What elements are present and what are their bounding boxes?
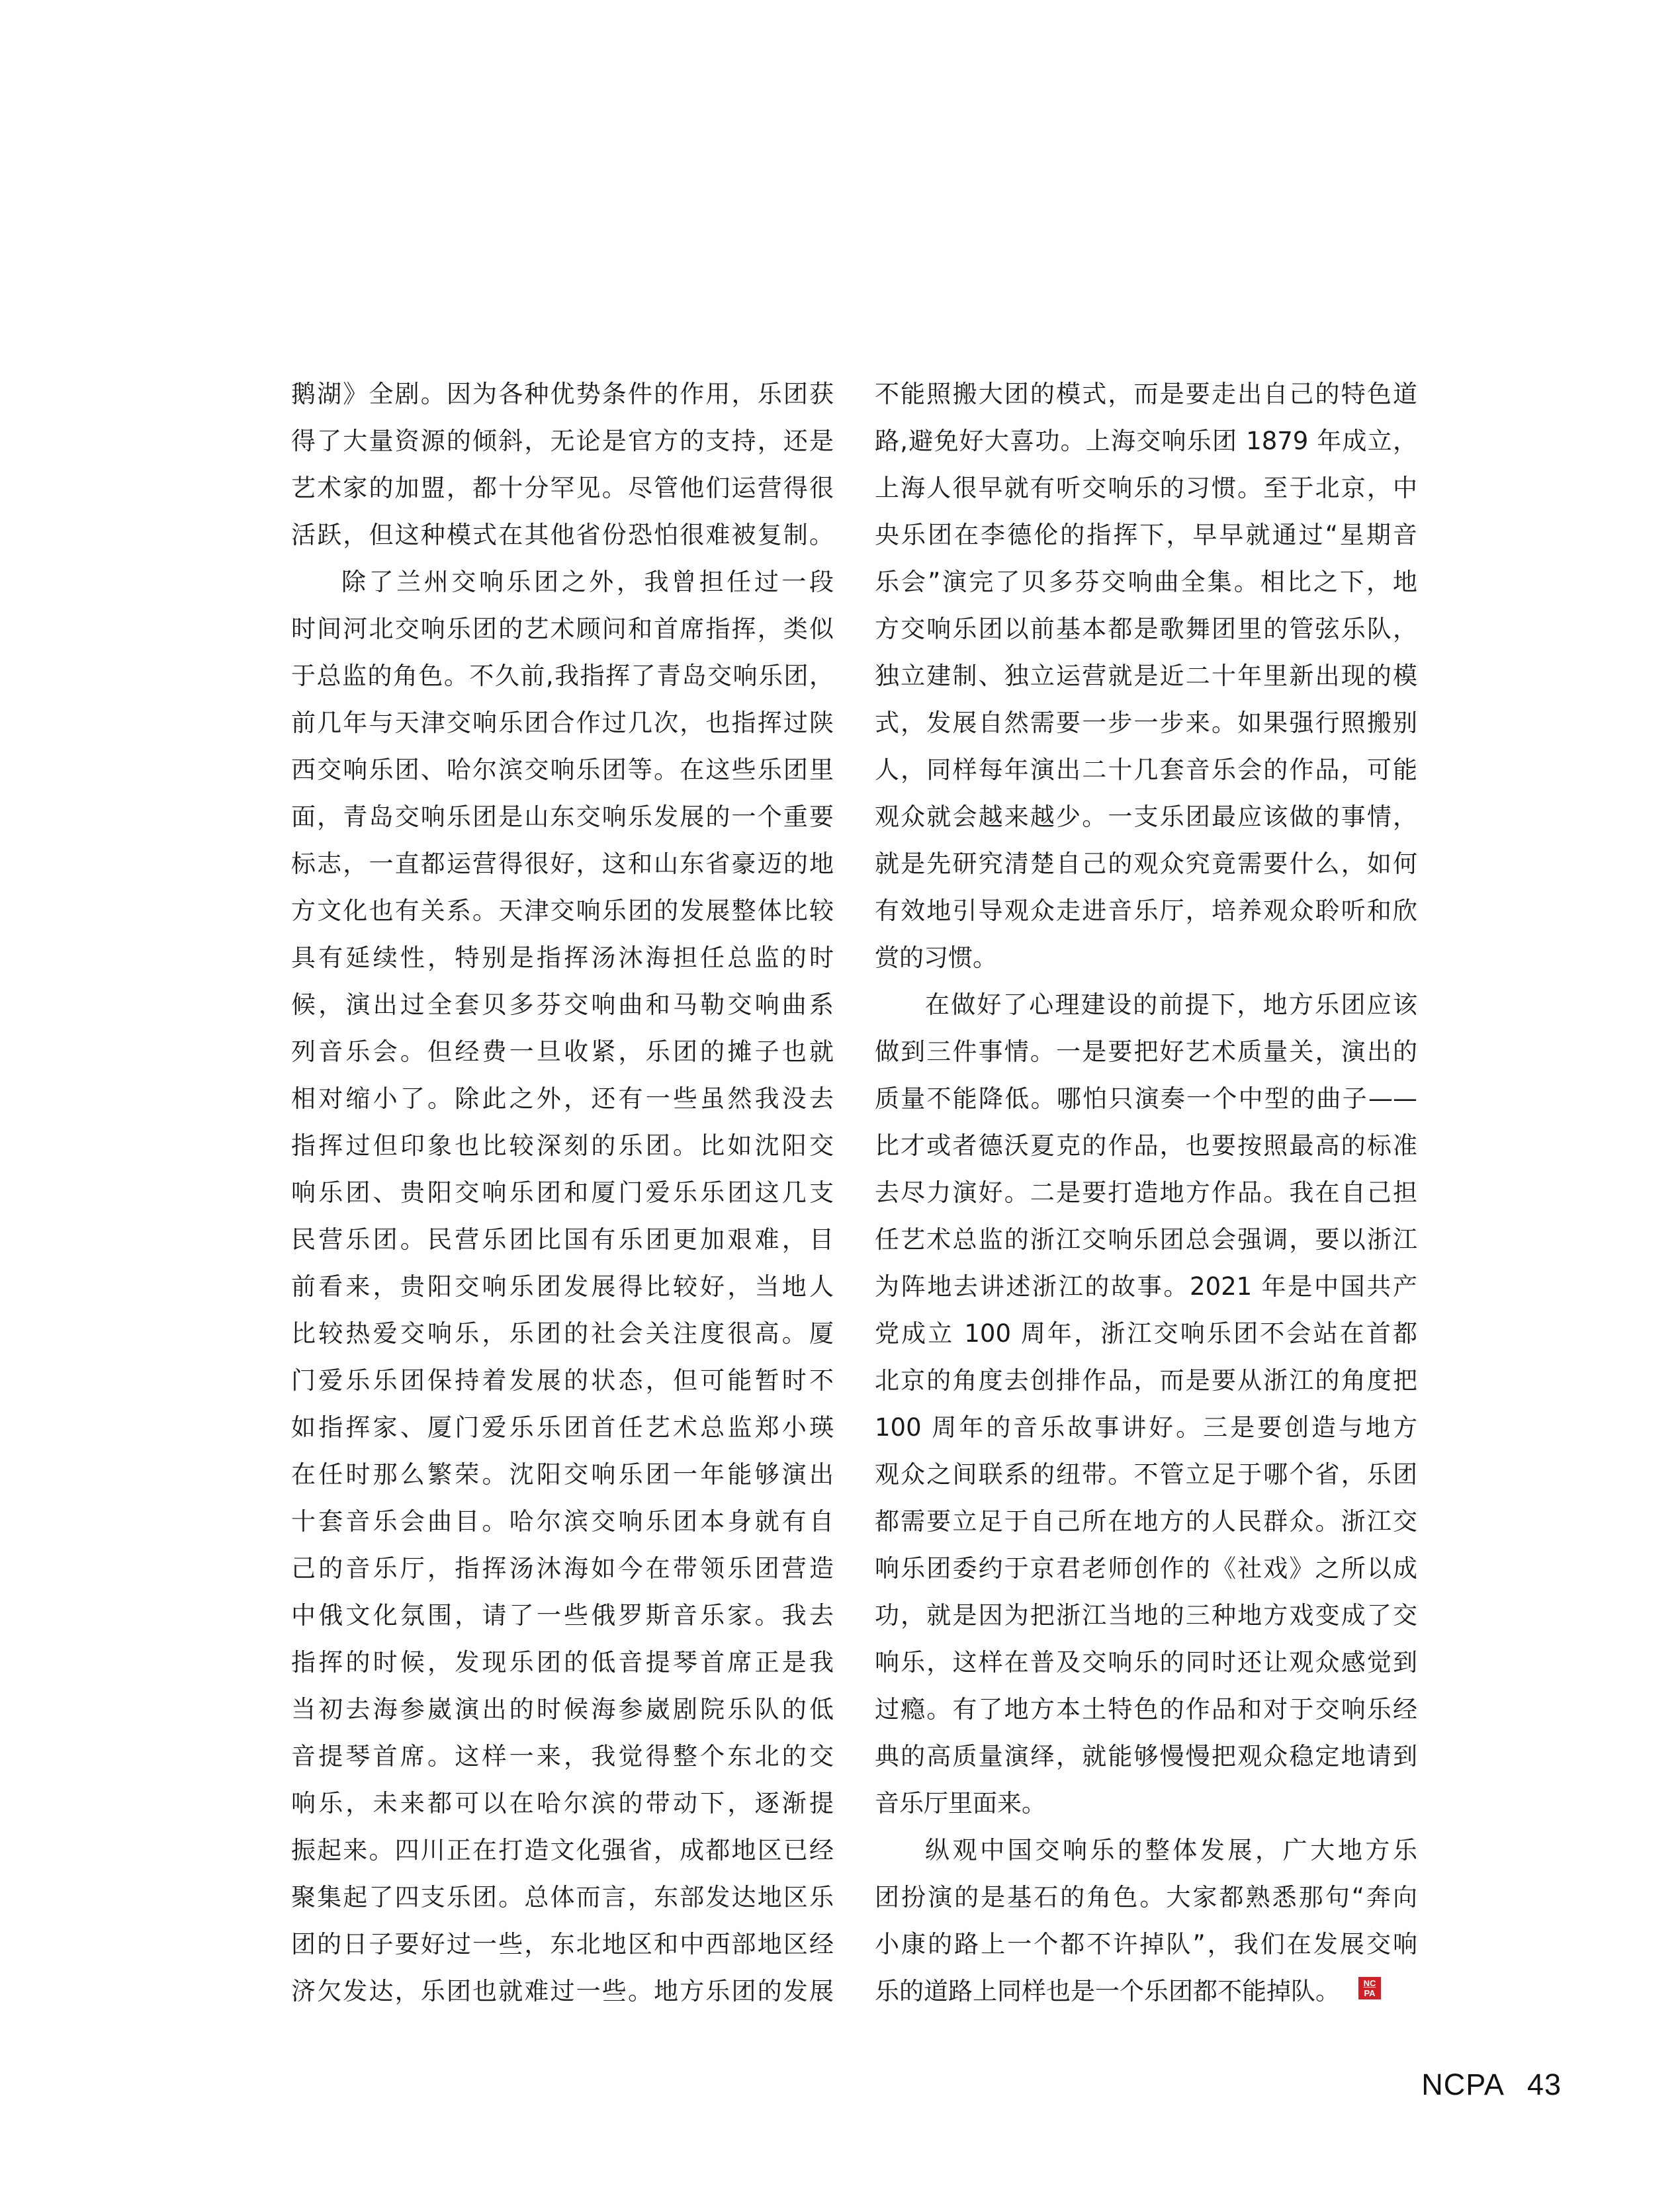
text-line: 于总监的角色。不久前,我指挥了青岛交响乐团， [291,662,834,690]
text-line: 标志，一直都运营得很好，这和山东省豪迈的地 [291,850,834,878]
text-line: 西交响乐团、哈尔滨交响乐团等。在这些乐团里 [291,756,834,784]
ncpa-seal-line2: PA [1364,1988,1376,1998]
text-line: 十套音乐会曲目。哈尔滨交响乐团本身就有自 [291,1507,834,1536]
text-line: 比较热爱交响乐，乐团的社会关注度很高。厦 [291,1319,834,1348]
text-line: 指挥的时候，发现乐团的低音提琴首席正是我 [291,1648,834,1677]
text-line: 民营乐团。民营乐团比国有乐团更加艰难，目 [291,1225,834,1254]
text-line: 过瘾。有了地方本土特色的作品和对于交响乐经 [875,1695,1417,1724]
text-line: 为阵地去讲述浙江的故事。2021 年是中国共产 [875,1272,1417,1301]
text-line: 有效地引导观众走进音乐厅，培养观众聆听和欣 [875,897,1417,925]
text-line: 艺术家的加盟，都十分罕见。尽管他们运营得很 [291,474,834,502]
text-line: 赏的习惯。 [875,943,997,972]
text-line: 当初去海参崴演出的时候海参崴剧院乐队的低 [291,1695,834,1724]
text-column-right [875,371,1417,2015]
text-line: 面，青岛交响乐团是山东交响乐发展的一个重要 [291,803,834,831]
text-line: 北京的角度去创排作品，而是要从浙江的角度把 [875,1366,1417,1395]
text-line: 纵观中国交响乐的整体发展，广大地方乐 [925,1836,1417,1864]
text-line: 就是先研究清楚自己的观众究竟需要什么，如何 [875,850,1417,878]
text-line: 100 周年的音乐故事讲好。三是要创造与地方 [875,1413,1417,1442]
text-line: 功，就是因为把浙江当地的三种地方戏变成了交 [875,1601,1417,1630]
text-line: 门爱乐乐团保持着发展的状态，但可能暂时不 [291,1366,834,1395]
text-line: 除了兰州交响乐团之外，我曾担任过一段 [341,568,834,596]
text-line: 央乐团在李德伦的指挥下，早早就通过“星期音 [875,521,1417,549]
text-line: 振起来。四川正在打造文化强省，成都地区已经 [291,1836,834,1864]
text-line: 响乐团、贵阳交响乐团和厦门爱乐乐团这几支 [291,1178,834,1207]
text-line: 中俄文化氛围，请了一些俄罗斯音乐家。我去 [291,1601,834,1630]
text-line: 方文化也有关系。天津交响乐团的发展整体比较 [291,897,834,925]
text-line: 上海人很早就有听交响乐的习惯。至于北京，中 [875,474,1417,502]
text-line: 具有延续性，特别是指挥汤沐海担任总监的时 [291,943,834,972]
text-line: 乐的道路上同样也是一个乐团都不能掉队。 [875,1977,1340,2005]
text-line: 独立建制、独立运营就是近二十年里新出现的模 [875,662,1417,690]
text-line: 党成立 100 周年，浙江交响乐团不会站在首都 [875,1319,1417,1348]
text-line: 候，演出过全套贝多芬交响曲和马勒交响曲系 [291,990,834,1019]
text-line: 前看来，贵阳交响乐团发展得比较好，当地人 [291,1272,834,1301]
text-line: 比才或者德沃夏克的作品，也要按照最高的标准 [875,1131,1417,1160]
text-line: 方交响乐团以前基本都是歌舞团里的管弦乐队， [875,615,1417,643]
ncpa-end-seal-icon [1358,1977,1381,1999]
text-line: 典的高质量演绎，就能够慢慢把观众稳定地请到 [875,1742,1417,1771]
text-line: 响乐，这样在普及交响乐的同时还让观众感觉到 [875,1648,1417,1677]
text-line: 响乐团委约于京君老师创作的《社戏》之所以成 [875,1554,1417,1583]
text-line: 活跃，但这种模式在其他省份恐怕很难被复制。 [291,521,834,549]
page-footer [1421,2068,1562,2101]
text-line: 指挥过但印象也比较深刻的乐团。比如沈阳交 [291,1131,834,1160]
text-line: 小康的路上一个都不许掉队”，我们在发展交响 [875,1930,1417,1958]
text-line: 任艺术总监的浙江交响乐团总会强调，要以浙江 [875,1225,1417,1254]
footer-brand: NCPA [1421,2068,1505,2101]
text-line: 式，发展自然需要一步一步来。如果强行照搬别 [875,709,1417,737]
text-line: 团扮演的是基石的角色。大家都熟悉那句“奔向 [875,1883,1417,1911]
text-line: 音提琴首席。这样一来，我觉得整个东北的交 [291,1742,834,1771]
text-line: 时间河北交响乐团的艺术顾问和首席指挥，类似 [291,615,834,643]
text-line: 路,避免好大喜功。上海交响乐团 1879 年成立， [875,427,1417,455]
text-line: 去尽力演好。二是要打造地方作品。我在自己担 [875,1178,1417,1207]
text-line: 响乐，未来都可以在哈尔滨的带动下，逐渐提 [291,1789,834,1817]
text-line: 在任时那么繁荣。沈阳交响乐团一年能够演出 [291,1460,834,1489]
text-line: 音乐厅里面来。 [875,1789,1046,1817]
text-line: 济欠发达，乐团也就难过一些。地方乐团的发展 [291,1977,834,2005]
text-line: 乐会”演完了贝多芬交响曲全集。相比之下，地 [875,568,1417,596]
footer-page-number: 43 [1526,2068,1562,2101]
text-line: 人，同样每年演出二十几套音乐会的作品，可能 [875,756,1417,784]
text-line: 得了大量资源的倾斜，无论是官方的支持，还是 [291,427,834,455]
text-line: 都需要立足于自己所在地方的人民群众。浙江交 [875,1507,1417,1536]
text-line: 相对缩小了。除此之外，还有一些虽然我没去 [291,1084,834,1113]
text-line: 己的音乐厅，指挥汤沐海如今在带领乐团营造 [291,1554,834,1583]
text-line: 观众就会越来越少。一支乐团最应该做的事情， [875,803,1417,831]
text-line: 质量不能降低。哪怕只演奏一个中型的曲子—— [875,1084,1417,1113]
text-line: 团的日子要好过一些，东北地区和中西部地区经 [291,1930,834,1958]
text-line: 不能照搬大团的模式，而是要走出自己的特色道 [875,380,1417,408]
text-line: 做到三件事情。一是要把好艺术质量关，演出的 [875,1037,1417,1066]
text-line: 如指挥家、厦门爱乐乐团首任艺术总监郑小瑛 [291,1413,834,1442]
text-line: 列音乐会。但经费一旦收紧，乐团的摊子也就 [291,1037,834,1066]
text-column-left [291,371,834,2015]
text-line: 鹅湖》全剧。因为各种优势条件的作用，乐团获 [291,380,834,408]
text-line: 前几年与天津交响乐团合作过几次，也指挥过陕 [291,709,834,737]
text-line: 观众之间联系的纽带。不管立足于哪个省，乐团 [875,1460,1417,1489]
text-line: 在做好了心理建设的前提下，地方乐团应该 [925,990,1417,1019]
text-line: 聚集起了四支乐团。总体而言，东部发达地区乐 [291,1883,834,1911]
ncpa-seal-line1: NC [1363,1978,1376,1988]
